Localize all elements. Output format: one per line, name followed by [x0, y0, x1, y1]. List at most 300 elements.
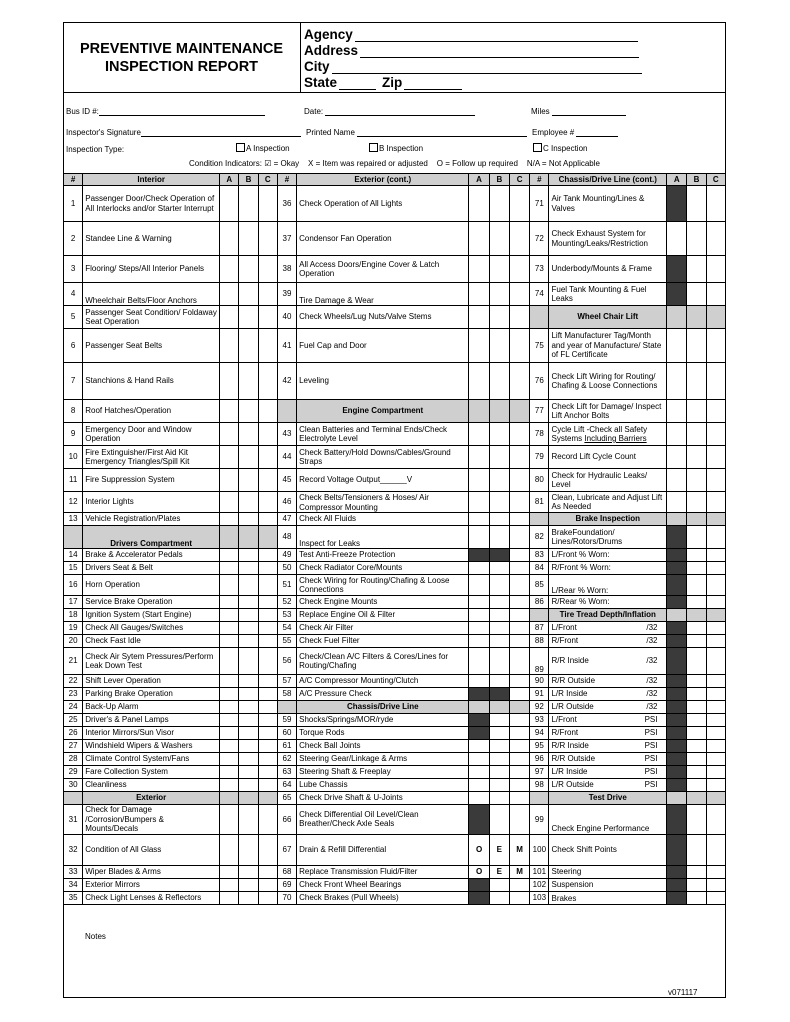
- check-cell-a[interactable]: [220, 363, 239, 400]
- check-cell-c[interactable]: [706, 469, 725, 492]
- check-cell-c[interactable]: [258, 609, 277, 622]
- check-cell-b[interactable]: [239, 766, 258, 779]
- check-cell-a[interactable]: [667, 423, 687, 446]
- check-cell-c[interactable]: [258, 779, 277, 792]
- check-cell-c[interactable]: [509, 609, 529, 622]
- oem-m[interactable]: M: [509, 865, 529, 878]
- check-cell-b[interactable]: [239, 675, 258, 688]
- check-cell-c[interactable]: [509, 256, 529, 283]
- check-cell-c[interactable]: [706, 492, 725, 513]
- check-cell-b[interactable]: [687, 865, 706, 878]
- check-cell-b[interactable]: [687, 596, 706, 609]
- check-cell-b[interactable]: [489, 727, 509, 740]
- check-cell-a[interactable]: [220, 779, 239, 792]
- check-cell-b[interactable]: [489, 222, 509, 256]
- check-cell-c[interactable]: [706, 865, 725, 878]
- measure-label: L/R Inside: [551, 689, 588, 699]
- check-cell-a[interactable]: [220, 306, 239, 329]
- check-cell-c[interactable]: [706, 648, 725, 675]
- check-cell-a[interactable]: [220, 727, 239, 740]
- check-cell-c[interactable]: [706, 779, 725, 792]
- check-cell-a[interactable]: [220, 596, 239, 609]
- check-cell-c[interactable]: [258, 222, 277, 256]
- check-cell-b[interactable]: [489, 575, 509, 596]
- check-cell-b[interactable]: [239, 834, 258, 865]
- check-cell-c[interactable]: [706, 622, 725, 635]
- table-row: [64, 622, 726, 635]
- check-cell-b[interactable]: [239, 549, 258, 562]
- check-cell-a[interactable]: [220, 805, 239, 835]
- check-cell-a[interactable]: [469, 609, 489, 622]
- check-cell-c[interactable]: [706, 329, 725, 363]
- check-cell-b[interactable]: [687, 727, 706, 740]
- check-cell-c[interactable]: [509, 805, 529, 835]
- check-cell-c[interactable]: [706, 222, 725, 256]
- check-cell-c[interactable]: [258, 446, 277, 469]
- check-cell-c[interactable]: [706, 878, 725, 891]
- check-cell-a[interactable]: [220, 446, 239, 469]
- item-number: 74: [530, 283, 549, 306]
- check-cell-b[interactable]: [489, 740, 509, 753]
- check-cell-c[interactable]: [509, 675, 529, 688]
- check-cell-b[interactable]: [687, 878, 706, 891]
- check-cell-c[interactable]: [706, 549, 725, 562]
- check-cell-a[interactable]: [220, 865, 239, 878]
- check-cell-a[interactable]: [667, 363, 687, 400]
- printed-name-field[interactable]: [357, 128, 527, 137]
- check-cell-c[interactable]: [509, 714, 529, 727]
- check-cell-a[interactable]: [220, 400, 239, 423]
- check-cell-a[interactable]: [469, 492, 489, 513]
- check-cell-b[interactable]: [239, 714, 258, 727]
- check-cell-b[interactable]: [687, 753, 706, 766]
- check-cell-a[interactable]: [220, 753, 239, 766]
- check-cell-b[interactable]: [687, 562, 706, 575]
- check-cell-b[interactable]: [239, 363, 258, 400]
- check-cell-a[interactable]: [220, 740, 239, 753]
- check-cell-b[interactable]: [239, 727, 258, 740]
- address-field[interactable]: [360, 44, 639, 58]
- check-cell-c[interactable]: [706, 423, 725, 446]
- check-cell-c[interactable]: [706, 701, 725, 714]
- check-cell-c[interactable]: [258, 363, 277, 400]
- check-cell-b[interactable]: [687, 469, 706, 492]
- check-cell-a[interactable]: [220, 549, 239, 562]
- check-cell-c[interactable]: [706, 675, 725, 688]
- check-cell-a[interactable]: [469, 596, 489, 609]
- section-cell: [509, 400, 529, 423]
- check-cell-b[interactable]: [687, 363, 706, 400]
- check-cell-a[interactable]: [469, 766, 489, 779]
- check-cell-c[interactable]: [258, 688, 277, 701]
- check-cell-c[interactable]: [706, 186, 725, 222]
- check-cell-a[interactable]: [469, 513, 489, 526]
- check-cell-a[interactable]: [469, 186, 489, 222]
- check-cell-a[interactable]: [469, 575, 489, 596]
- check-cell-a[interactable]: [220, 834, 239, 865]
- check-cell-c[interactable]: [258, 701, 277, 714]
- check-cell-c[interactable]: [706, 805, 725, 835]
- check-cell-c[interactable]: [509, 596, 529, 609]
- check-cell-b[interactable]: [239, 186, 258, 222]
- check-cell-c[interactable]: [706, 834, 725, 865]
- check-cell-b[interactable]: [239, 492, 258, 513]
- check-cell-c[interactable]: [509, 891, 529, 904]
- check-cell-c[interactable]: [706, 446, 725, 469]
- check-cell-a[interactable]: [220, 423, 239, 446]
- check-cell-b[interactable]: [489, 675, 509, 688]
- check-cell-c[interactable]: [706, 575, 725, 596]
- check-cell-c[interactable]: [258, 400, 277, 423]
- check-cell-b[interactable]: [687, 423, 706, 446]
- check-cell-a[interactable]: [469, 779, 489, 792]
- check-cell-a[interactable]: [220, 675, 239, 688]
- check-cell-c[interactable]: [706, 688, 725, 701]
- check-cell-c[interactable]: [509, 446, 529, 469]
- check-cell-b[interactable]: [489, 805, 509, 835]
- check-cell-b[interactable]: [687, 186, 706, 222]
- check-cell-b[interactable]: [489, 469, 509, 492]
- check-cell-a[interactable]: [469, 675, 489, 688]
- oem-o[interactable]: O: [469, 865, 489, 878]
- check-cell-c[interactable]: [509, 779, 529, 792]
- check-cell-c[interactable]: [509, 635, 529, 648]
- check-cell-a[interactable]: [220, 688, 239, 701]
- check-cell-c[interactable]: [706, 526, 725, 549]
- check-cell-b[interactable]: [687, 766, 706, 779]
- check-cell-a[interactable]: [469, 792, 489, 805]
- check-cell-c[interactable]: [258, 469, 277, 492]
- check-cell-b[interactable]: [489, 792, 509, 805]
- check-cell-c[interactable]: [258, 635, 277, 648]
- check-cell-b[interactable]: [687, 688, 706, 701]
- city-field[interactable]: [332, 60, 642, 74]
- col-header-b: B: [489, 174, 509, 186]
- check-cell-c[interactable]: [509, 622, 529, 635]
- item-text: Shift Lever Operation: [85, 676, 161, 686]
- check-cell-c[interactable]: [509, 283, 529, 306]
- check-cell-a[interactable]: [220, 329, 239, 363]
- check-cell-a[interactable]: [220, 648, 239, 675]
- check-cell-c[interactable]: [509, 753, 529, 766]
- check-cell-b[interactable]: [687, 526, 706, 549]
- check-cell-a[interactable]: [469, 622, 489, 635]
- oem-e[interactable]: E: [489, 865, 509, 878]
- check-cell-c[interactable]: [706, 891, 725, 904]
- check-cell-c[interactable]: [258, 575, 277, 596]
- check-cell-c[interactable]: [706, 714, 725, 727]
- check-cell-b[interactable]: [489, 423, 509, 446]
- check-cell-b[interactable]: [687, 400, 706, 423]
- check-cell-a[interactable]: [220, 575, 239, 596]
- check-cell-b[interactable]: [489, 256, 509, 283]
- check-cell-c[interactable]: [509, 423, 529, 446]
- check-cell-a[interactable]: [220, 609, 239, 622]
- check-cell-a[interactable]: [469, 740, 489, 753]
- check-cell-c[interactable]: [509, 526, 529, 549]
- check-cell-c[interactable]: [706, 766, 725, 779]
- check-cell-c[interactable]: [258, 753, 277, 766]
- check-cell-b[interactable]: [489, 526, 509, 549]
- check-cell-b[interactable]: [489, 878, 509, 891]
- check-cell-a[interactable]: [220, 878, 239, 891]
- table-row: [64, 492, 726, 513]
- check-cell-b[interactable]: [687, 549, 706, 562]
- check-cell-b[interactable]: [489, 513, 509, 526]
- check-cell-b[interactable]: [239, 283, 258, 306]
- check-cell-c[interactable]: [258, 805, 277, 835]
- check-cell-b[interactable]: [239, 256, 258, 283]
- check-cell-b[interactable]: [239, 878, 258, 891]
- check-cell-c[interactable]: [509, 766, 529, 779]
- check-cell-b[interactable]: [489, 492, 509, 513]
- check-cell-a[interactable]: [469, 423, 489, 446]
- check-cell-c[interactable]: [509, 792, 529, 805]
- check-cell-c[interactable]: [258, 596, 277, 609]
- check-cell-b[interactable]: [687, 446, 706, 469]
- check-cell-b[interactable]: [489, 714, 509, 727]
- check-cell-c[interactable]: [509, 492, 529, 513]
- check-cell-c[interactable]: [706, 363, 725, 400]
- check-cell-b[interactable]: [239, 648, 258, 675]
- check-cell-b[interactable]: [489, 622, 509, 635]
- check-cell-b[interactable]: [239, 469, 258, 492]
- check-cell-a[interactable]: [667, 400, 687, 423]
- check-cell-c[interactable]: [258, 513, 277, 526]
- check-cell-c[interactable]: [706, 256, 725, 283]
- check-cell-b[interactable]: [239, 740, 258, 753]
- item-label: [297, 740, 469, 753]
- check-cell-b[interactable]: [239, 701, 258, 714]
- check-cell-c[interactable]: [706, 283, 725, 306]
- item-label: [83, 714, 220, 727]
- check-cell-c[interactable]: [509, 562, 529, 575]
- check-cell-b[interactable]: [687, 492, 706, 513]
- check-cell-a[interactable]: [469, 753, 489, 766]
- check-cell-c[interactable]: [509, 878, 529, 891]
- check-cell-b[interactable]: [687, 283, 706, 306]
- check-cell-c[interactable]: [258, 256, 277, 283]
- check-cell-b[interactable]: [687, 740, 706, 753]
- check-cell-c[interactable]: [258, 740, 277, 753]
- check-cell-b[interactable]: [489, 609, 509, 622]
- check-cell-b[interactable]: [687, 222, 706, 256]
- check-cell-a[interactable]: [220, 766, 239, 779]
- check-cell-a[interactable]: [469, 648, 489, 675]
- check-cell-a[interactable]: [220, 186, 239, 222]
- check-cell-b[interactable]: [239, 513, 258, 526]
- check-cell-a[interactable]: [220, 891, 239, 904]
- check-cell-b[interactable]: [687, 891, 706, 904]
- check-cell-c[interactable]: [509, 688, 529, 701]
- check-cell-b[interactable]: [489, 766, 509, 779]
- check-cell-c[interactable]: [706, 562, 725, 575]
- check-cell-b[interactable]: [239, 622, 258, 635]
- check-cell-c[interactable]: [509, 727, 529, 740]
- check-cell-a[interactable]: [667, 446, 687, 469]
- check-cell-b[interactable]: [687, 329, 706, 363]
- check-cell-a[interactable]: [220, 222, 239, 256]
- check-cell-a[interactable]: [469, 562, 489, 575]
- check-cell-a[interactable]: [469, 469, 489, 492]
- check-cell-b[interactable]: [239, 779, 258, 792]
- oem-m[interactable]: M: [509, 834, 529, 865]
- check-cell-b[interactable]: [239, 400, 258, 423]
- check-cell-c[interactable]: [258, 714, 277, 727]
- check-cell-b[interactable]: [489, 306, 509, 329]
- check-cell-c[interactable]: [258, 891, 277, 904]
- oem-o[interactable]: O: [469, 834, 489, 865]
- check-cell-c[interactable]: [706, 740, 725, 753]
- check-cell-b[interactable]: [239, 865, 258, 878]
- check-cell-c[interactable]: [509, 222, 529, 256]
- employee-field[interactable]: [576, 128, 618, 137]
- check-cell-b[interactable]: [239, 446, 258, 469]
- check-cell-a[interactable]: [220, 513, 239, 526]
- check-cell-b[interactable]: [687, 675, 706, 688]
- check-cell-b[interactable]: [687, 805, 706, 835]
- bus-id-field[interactable]: [99, 107, 265, 116]
- check-cell-a[interactable]: [469, 329, 489, 363]
- check-cell-b[interactable]: [239, 891, 258, 904]
- check-cell-a[interactable]: [469, 526, 489, 549]
- oem-e[interactable]: E: [489, 834, 509, 865]
- check-cell-a[interactable]: [667, 492, 687, 513]
- check-cell-b[interactable]: [239, 423, 258, 446]
- check-cell-c[interactable]: [258, 727, 277, 740]
- check-cell-c[interactable]: [509, 740, 529, 753]
- check-cell-b[interactable]: [687, 779, 706, 792]
- check-cell-c[interactable]: [509, 186, 529, 222]
- check-cell-b[interactable]: [489, 562, 509, 575]
- check-cell-c[interactable]: [258, 306, 277, 329]
- check-cell-a[interactable]: [220, 256, 239, 283]
- check-cell-c[interactable]: [258, 549, 277, 562]
- check-cell-b[interactable]: [239, 805, 258, 835]
- check-cell-b[interactable]: [687, 701, 706, 714]
- check-cell-c[interactable]: [509, 575, 529, 596]
- check-cell-a[interactable]: [220, 562, 239, 575]
- state-field[interactable]: [339, 76, 376, 90]
- check-cell-b[interactable]: [687, 648, 706, 675]
- date-field[interactable]: [325, 107, 475, 116]
- check-cell-c[interactable]: [258, 492, 277, 513]
- check-cell-a[interactable]: [220, 492, 239, 513]
- check-cell-b[interactable]: [687, 622, 706, 635]
- check-cell-c[interactable]: [258, 423, 277, 446]
- check-cell-c[interactable]: [509, 329, 529, 363]
- check-cell-b[interactable]: [489, 363, 509, 400]
- check-cell-b[interactable]: [489, 446, 509, 469]
- check-cell-b[interactable]: [687, 256, 706, 283]
- check-cell-c[interactable]: [258, 622, 277, 635]
- check-cell-c[interactable]: [258, 329, 277, 363]
- check-cell-c[interactable]: [258, 186, 277, 222]
- check-cell-b[interactable]: [239, 562, 258, 575]
- check-cell-a[interactable]: [469, 363, 489, 400]
- check-cell-a[interactable]: [220, 714, 239, 727]
- check-cell-a[interactable]: [469, 635, 489, 648]
- check-cell-b[interactable]: [489, 329, 509, 363]
- check-cell-b[interactable]: [239, 222, 258, 256]
- check-cell-b[interactable]: [687, 834, 706, 865]
- check-cell-b[interactable]: [489, 283, 509, 306]
- check-cell-c[interactable]: [706, 400, 725, 423]
- check-cell-c[interactable]: [706, 753, 725, 766]
- check-cell-c[interactable]: [706, 635, 725, 648]
- check-cell-b[interactable]: [239, 635, 258, 648]
- check-cell-c[interactable]: [509, 306, 529, 329]
- check-cell-a[interactable]: [220, 701, 239, 714]
- check-cell-c[interactable]: [509, 363, 529, 400]
- check-cell-c[interactable]: [258, 562, 277, 575]
- check-cell-a[interactable]: [469, 446, 489, 469]
- check-cell-a[interactable]: [667, 222, 687, 256]
- check-cell-a[interactable]: [220, 622, 239, 635]
- item-number: 101: [530, 865, 549, 878]
- check-cell-b[interactable]: [239, 596, 258, 609]
- check-cell-b[interactable]: [239, 306, 258, 329]
- check-cell-b[interactable]: [239, 609, 258, 622]
- check-cell-c[interactable]: [258, 865, 277, 878]
- check-cell-b[interactable]: [239, 329, 258, 363]
- check-cell-c[interactable]: [258, 648, 277, 675]
- miles-field[interactable]: [552, 107, 626, 116]
- inspector-signature-field[interactable]: [141, 128, 301, 137]
- check-cell-a[interactable]: [220, 635, 239, 648]
- c-inspection-checkbox[interactable]: [533, 143, 542, 152]
- check-cell-a[interactable]: [220, 283, 239, 306]
- check-cell-c[interactable]: [258, 878, 277, 891]
- zip-field[interactable]: [404, 76, 462, 90]
- b-inspection-checkbox[interactable]: [369, 143, 378, 152]
- check-cell-b[interactable]: [489, 635, 509, 648]
- check-cell-b[interactable]: [489, 779, 509, 792]
- check-cell-b[interactable]: [239, 575, 258, 596]
- check-cell-b[interactable]: [489, 596, 509, 609]
- check-cell-a[interactable]: [469, 306, 489, 329]
- check-cell-c[interactable]: [706, 596, 725, 609]
- check-cell-b[interactable]: [489, 891, 509, 904]
- check-cell-c[interactable]: [258, 675, 277, 688]
- check-cell-c[interactable]: [706, 727, 725, 740]
- check-cell-c[interactable]: [258, 766, 277, 779]
- check-cell-b[interactable]: [489, 753, 509, 766]
- check-cell-a[interactable]: [469, 256, 489, 283]
- check-cell-a[interactable]: [667, 469, 687, 492]
- check-cell-b[interactable]: [489, 648, 509, 675]
- check-cell-a[interactable]: [469, 222, 489, 256]
- check-cell-c[interactable]: [509, 648, 529, 675]
- check-cell-c[interactable]: [509, 513, 529, 526]
- check-cell-c[interactable]: [509, 549, 529, 562]
- check-cell-a[interactable]: [220, 469, 239, 492]
- a-inspection-checkbox[interactable]: [236, 143, 245, 152]
- check-cell-a[interactable]: [667, 329, 687, 363]
- agency-field[interactable]: [355, 28, 638, 42]
- check-cell-b[interactable]: [239, 688, 258, 701]
- check-cell-b[interactable]: [687, 714, 706, 727]
- check-cell-b[interactable]: [687, 575, 706, 596]
- check-cell-a[interactable]: [469, 283, 489, 306]
- check-cell-c[interactable]: [509, 469, 529, 492]
- check-cell-c[interactable]: [258, 283, 277, 306]
- check-cell-b[interactable]: [239, 753, 258, 766]
- item-text: Check Wheels/Lug Nuts/Valve Stems: [299, 312, 432, 322]
- check-cell-c[interactable]: [258, 834, 277, 865]
- check-cell-b[interactable]: [687, 635, 706, 648]
- check-cell-b[interactable]: [489, 186, 509, 222]
